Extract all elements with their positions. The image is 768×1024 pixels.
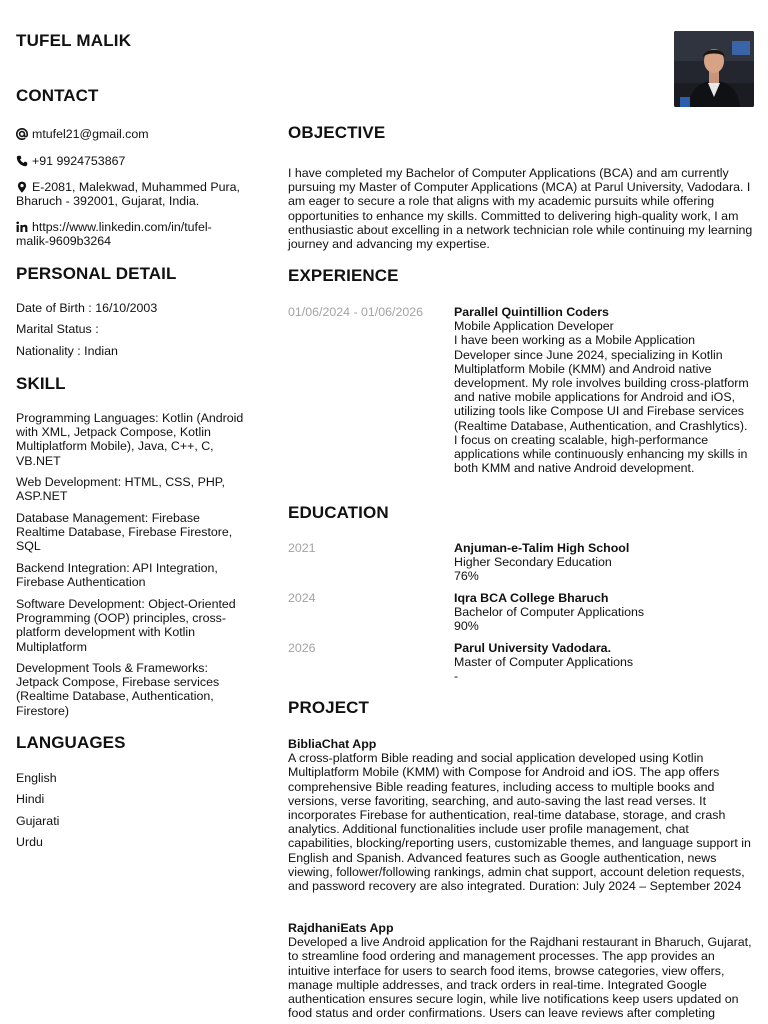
- contact-heading: CONTACT: [16, 86, 99, 105]
- experience-heading: EXPERIENCE: [288, 266, 399, 285]
- objective-heading: OBJECTIVE: [288, 123, 386, 142]
- degree: Master of Computer Applications: [454, 655, 634, 670]
- address-line-1: E-2081, Malekwad, Muhammed Pura,: [32, 180, 240, 194]
- education-heading: EDUCATION: [288, 503, 389, 522]
- experience-entry: [454, 305, 754, 475]
- degree: Bachelor of Computer Applications: [454, 605, 645, 620]
- education-year: 2024: [288, 591, 316, 605]
- score: 76%: [454, 569, 479, 584]
- phone-text[interactable]: +91 9924753867: [32, 154, 126, 168]
- language-item: English: [16, 771, 57, 785]
- education-entry: [454, 541, 754, 584]
- linkedin-line-2[interactable]: malik-9609b3264: [16, 234, 112, 249]
- degree: Higher Secondary Education: [454, 555, 612, 570]
- profile-photo: [674, 31, 754, 107]
- project-heading: PROJECT: [288, 698, 369, 717]
- project-title: RajdhaniEats App: [288, 921, 394, 935]
- company-name: Parallel Quintillion Coders: [454, 305, 609, 319]
- education-entry: [454, 641, 754, 684]
- language-item: Urdu: [16, 835, 43, 849]
- school-name: Iqra BCA College Bharuch: [454, 591, 609, 605]
- school-name: Anjuman-e-Talim High School: [454, 541, 630, 555]
- project-title: BibliaChat App: [288, 737, 377, 751]
- job-role: Mobile Application Developer: [454, 319, 614, 334]
- project-description: Developed a live Android application for the Rajdhani restaurant in Bharuch, Gujarat, to streamline food ordering and management processes. The app provides an intuitive interface for users to search food items, browse categories, view offers, manage multiple addresses, and track orders in real-time. Integrated Google authentication ensures secure login, while live notifications keep users updated on food status and order confirmations. Users can leave reviews after completing: [288, 935, 752, 1021]
- education-entry: [454, 591, 754, 634]
- contact-phone: [16, 154, 266, 170]
- experience-description: I have been working as a Mobile Application Developer since June 2024, specializing in Kotlin Multiplatform Mobile (KMM) and Android native development. My role involves building cross-platform and native mobile applications for Android and iOS, utilizing tools like Compose UI and Firebase services (Realtime Database, Authentication, and Crashlytics). I focus on creating scalable, high-performance applications while continuously enhancing my skills in both KMM and native Android development.: [454, 333, 749, 476]
- candidate-name: TUFEL MALIK: [16, 31, 132, 50]
- skill-item: Web Development: HTML, CSS, PHP, ASP.NET: [16, 475, 225, 504]
- project-entry: [288, 921, 754, 1020]
- linkedin-line-1[interactable]: https://www.linkedin.com/in/tufel-: [32, 220, 212, 234]
- school-name: Parul University Vadodara.: [454, 641, 612, 655]
- score: 90%: [454, 619, 479, 634]
- nationality: Nationality : Indian: [16, 344, 118, 358]
- skill-heading: SKILL: [16, 374, 66, 393]
- date-of-birth: Date of Birth : 16/10/2003: [16, 301, 158, 315]
- language-item: Gujarati: [16, 814, 60, 828]
- person-photo-icon: [674, 31, 754, 107]
- address-line-2: Bharuch - 392001, Gujarat, India.: [16, 194, 200, 209]
- contact-linkedin: [16, 220, 266, 248]
- contact-email: [16, 127, 266, 143]
- skill-item: Development Tools & Frameworks: Jetpack Compose, Firebase services (Realtime Database, Authentication, Firestore): [16, 661, 220, 718]
- skill-item: Backend Integration: API Integration, Firebase Authentication: [16, 561, 218, 590]
- languages-heading: LANGUAGES: [16, 733, 126, 752]
- education-year: 2026: [288, 641, 316, 655]
- skill-item: Software Development: Object-Oriented Programming (OOP) principles, cross-platform development with Kotlin Multiplatform: [16, 597, 236, 654]
- contact-address: [16, 180, 266, 208]
- score: -: [454, 669, 459, 684]
- marital-status: Marital Status :: [16, 322, 99, 336]
- at-icon: [16, 127, 32, 143]
- education-year: 2021: [288, 541, 316, 555]
- experience-date: 01/06/2024 - 01/06/2026: [288, 305, 424, 319]
- project-description: A cross-platform Bible reading and social application developed using Kotlin Multiplatform Mobile (KMM) with Compose for Android and iOS. The app offers comprehensive Bible reading features, including access to multiple books and versions, verse favoriting, searching, and auto-saving the last read verses. It incorporates Firebase for authentication, real-time database, storage, and crash analytics. Additional functionalities include user profile management, chat capabilities, blocking/reporting users, customizable themes, and language support in English and Spanish. Advanced features such as Google authentication, news viewing, follower/following rankings, admin chat support, account deletion requests, and password recovery are also integrated. Duration: July 2024 – September 2024: [288, 751, 751, 894]
- personal-detail-heading: PERSONAL DETAIL: [16, 264, 177, 283]
- language-item: Hindi: [16, 792, 45, 806]
- skill-item: Programming Languages: Kotlin (Android with XML, Jetpack Compose, Kotlin Multiplatform Mobile), Java, C++, C, VB.NET: [16, 411, 244, 468]
- skill-item: Database Management: Firebase Realtime Database, Firebase Firestore, SQL: [16, 511, 233, 554]
- project-entry: [288, 737, 754, 893]
- phone-icon: [16, 154, 32, 170]
- email-text[interactable]: mtufel21@gmail.com: [32, 127, 149, 141]
- objective-text: I have completed my Bachelor of Computer Applications (BCA) and am currently pursuing my Master of Computer Applications (MCA) at Parul University, Vadodara. I am eager to secure a role that aligns with my academic pursuits while offering opportunities to enhance my skills. Committed to delivering high-quality work, I am enthusiastic about excelling in a network technician role while continuing my learning journey and advancing my expertise.: [288, 166, 753, 252]
